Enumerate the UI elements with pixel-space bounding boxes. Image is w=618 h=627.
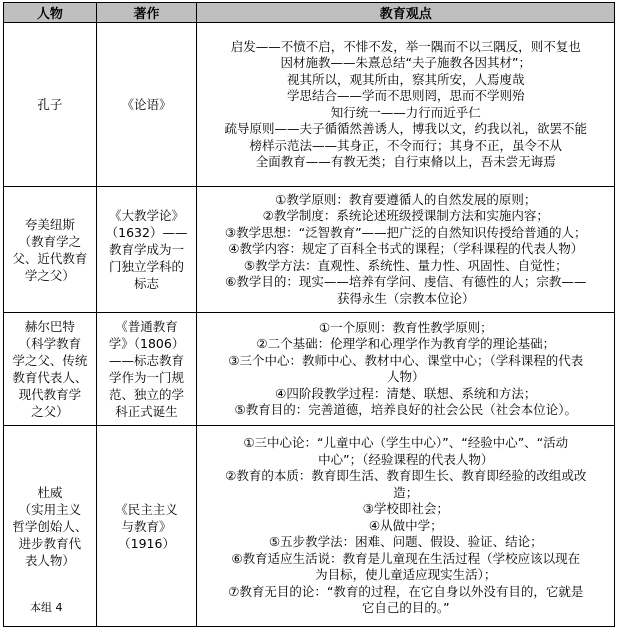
view-cell: [197, 313, 615, 426]
view-line: ④四阶段教学过程：清楚、联想、系统和方法；: [275, 385, 537, 401]
work-line: 教育学成为一: [109, 242, 185, 257]
work-line: 《普通教育: [115, 319, 178, 334]
table-row: [4, 313, 615, 426]
person-line: （科学教育: [18, 336, 82, 351]
work-line: 与教育》: [121, 518, 172, 534]
view-line: 学思结合——学而不思则罔，思而不学则殆: [286, 88, 525, 103]
person-line: 哲学创始人、: [12, 518, 88, 534]
person-line: 夸美纽斯: [24, 216, 75, 232]
view-line: 全面教育——有教无类；自行束脩以上，吾未尝无诲焉: [255, 154, 556, 169]
person-line: （实用主义: [18, 501, 82, 517]
work-cell: [96, 23, 197, 187]
work-cell: [96, 187, 197, 313]
view-line: 获得永生（宗教本位论）: [336, 290, 475, 306]
work-line: 《民主主义: [115, 501, 178, 517]
work-line: 标志: [134, 276, 160, 291]
view-line: 为目标，使儿童适应现实生活）；: [315, 567, 497, 583]
person-line: 之父）: [31, 404, 69, 419]
view-line: ⑤教育目的：完善道德，培养良好的社会公民（社会本位论）。: [234, 402, 577, 417]
header-person: 人物: [4, 3, 97, 23]
view-line: ①一个原则：教育性教学原则；: [318, 319, 493, 335]
view-line: ⑤教学方法：直观性、系统性、量力性、巩固性、自觉性；: [243, 257, 568, 273]
person-line: 教育代表人、: [12, 370, 88, 385]
table-row: [4, 23, 615, 187]
work-line: ——标志教育: [109, 353, 185, 368]
table-header-row: [4, 3, 615, 23]
work-cell: [96, 313, 197, 426]
view-line: ④从做中学；: [368, 517, 443, 533]
view-line: 知行统一——力行而近乎仁: [330, 104, 481, 120]
work-line: 学》（1806）: [108, 336, 185, 351]
view-line: 中心”；（经验课程的代表人物）: [318, 451, 494, 467]
person-line: 赫尔巴特: [24, 319, 75, 334]
person-line: 孔子: [37, 97, 63, 112]
view-line: ⑥教育适应生活说：教育是儿童现在生活过程（学校应该以现在: [231, 550, 581, 566]
view-line: ③学校即社会；: [362, 501, 449, 517]
work-cell: [96, 426, 197, 627]
view-line: 因材施教——朱熹总结“夫子施教各因其材”；: [280, 55, 531, 70]
work-line: 范、独立的学: [109, 387, 185, 402]
person-line: 父、近代教育: [12, 250, 88, 266]
view-line: ②教育的本质：教育即生活、教育即生长、教育即经验的改组或改: [225, 468, 587, 484]
education-figures-table: [3, 2, 615, 627]
view-line: 它自己的目的。”: [361, 600, 450, 616]
view-line: ③三个中心：教师中心、教材中心、课堂中心；（学科课程的代表: [228, 352, 584, 368]
work-line: 门独立学科的: [109, 259, 185, 274]
table-row: [4, 426, 615, 627]
work-line: 《大教学论》: [109, 208, 185, 223]
person-line: 进步教育代: [18, 535, 82, 551]
view-line: 造；: [393, 484, 419, 500]
person-line: 表人物）: [24, 552, 75, 568]
view-cell: [197, 426, 615, 627]
view-line: 启发——不愤不启，不悱不发，举一隅而不以三隅反，则不复也: [230, 38, 581, 54]
person-line: 杜威: [37, 484, 63, 500]
view-cell: [197, 187, 615, 313]
work-line: 《论语》: [121, 97, 172, 112]
view-cell: [197, 23, 615, 187]
work-line: 科正式诞生: [115, 404, 178, 419]
person-cell: [4, 23, 97, 187]
view-line: ①三中心论：“儿童中心（学生中心）”、“经验中心”、“活动: [243, 435, 569, 451]
table-row: [4, 187, 615, 313]
view-line: ⑦教育无目的论：“教育的过程，在它自身以外没有目的，它就是: [228, 583, 584, 599]
view-line: 视其所以，观其所由，察其所安，人焉廋哉: [286, 71, 525, 87]
person-line: （教育学之: [18, 233, 82, 249]
view-line: ④教学内容：规定了百科全书式的课程；（学科课程的代表人物）: [228, 241, 584, 257]
view-line: 榜样示范法——其身正，不令而行；其身不正，虽令不从: [249, 137, 562, 153]
view-line: ②二个基础：伦理学和心理学作为教育学的理论基础；: [256, 336, 556, 351]
view-line: ⑥教学目的：现实——培养有学问、虔信、有德性的人；宗教——: [225, 274, 587, 290]
view-line: ②教学制度：系统论述班级授课制方法和实施内容；: [262, 208, 549, 224]
header-view: 教育观点: [197, 3, 615, 23]
view-line: 疏导原则——夫子循循然善诱人，博我以文，约我以礼，欲罢不能: [224, 121, 587, 136]
person-line: 学之父）: [24, 267, 75, 283]
view-line: ①教学原则：教育要遵循人的自然发展的原则；: [275, 191, 537, 207]
person-cell: [4, 426, 97, 627]
work-line: （1916）: [118, 535, 175, 551]
person-line: 现代教育学: [18, 387, 82, 402]
work-line: （1632）——: [105, 225, 188, 240]
view-line: 人物）: [386, 369, 425, 384]
view-line: ⑤五步教学法：困难、问题、假设、验证、结论；: [268, 534, 543, 550]
person-cell: [4, 313, 97, 426]
cut-off-footer-text: 本组 4: [30, 601, 63, 614]
person-cell: [4, 187, 97, 313]
view-line: ③教学思想：“泛智教育”——把广泛的自然知识传授给普通的人；: [224, 224, 587, 240]
person-line: 学之父、传统: [12, 353, 88, 368]
work-line: 学作为一门规: [109, 370, 185, 385]
header-work: 著作: [96, 3, 197, 23]
